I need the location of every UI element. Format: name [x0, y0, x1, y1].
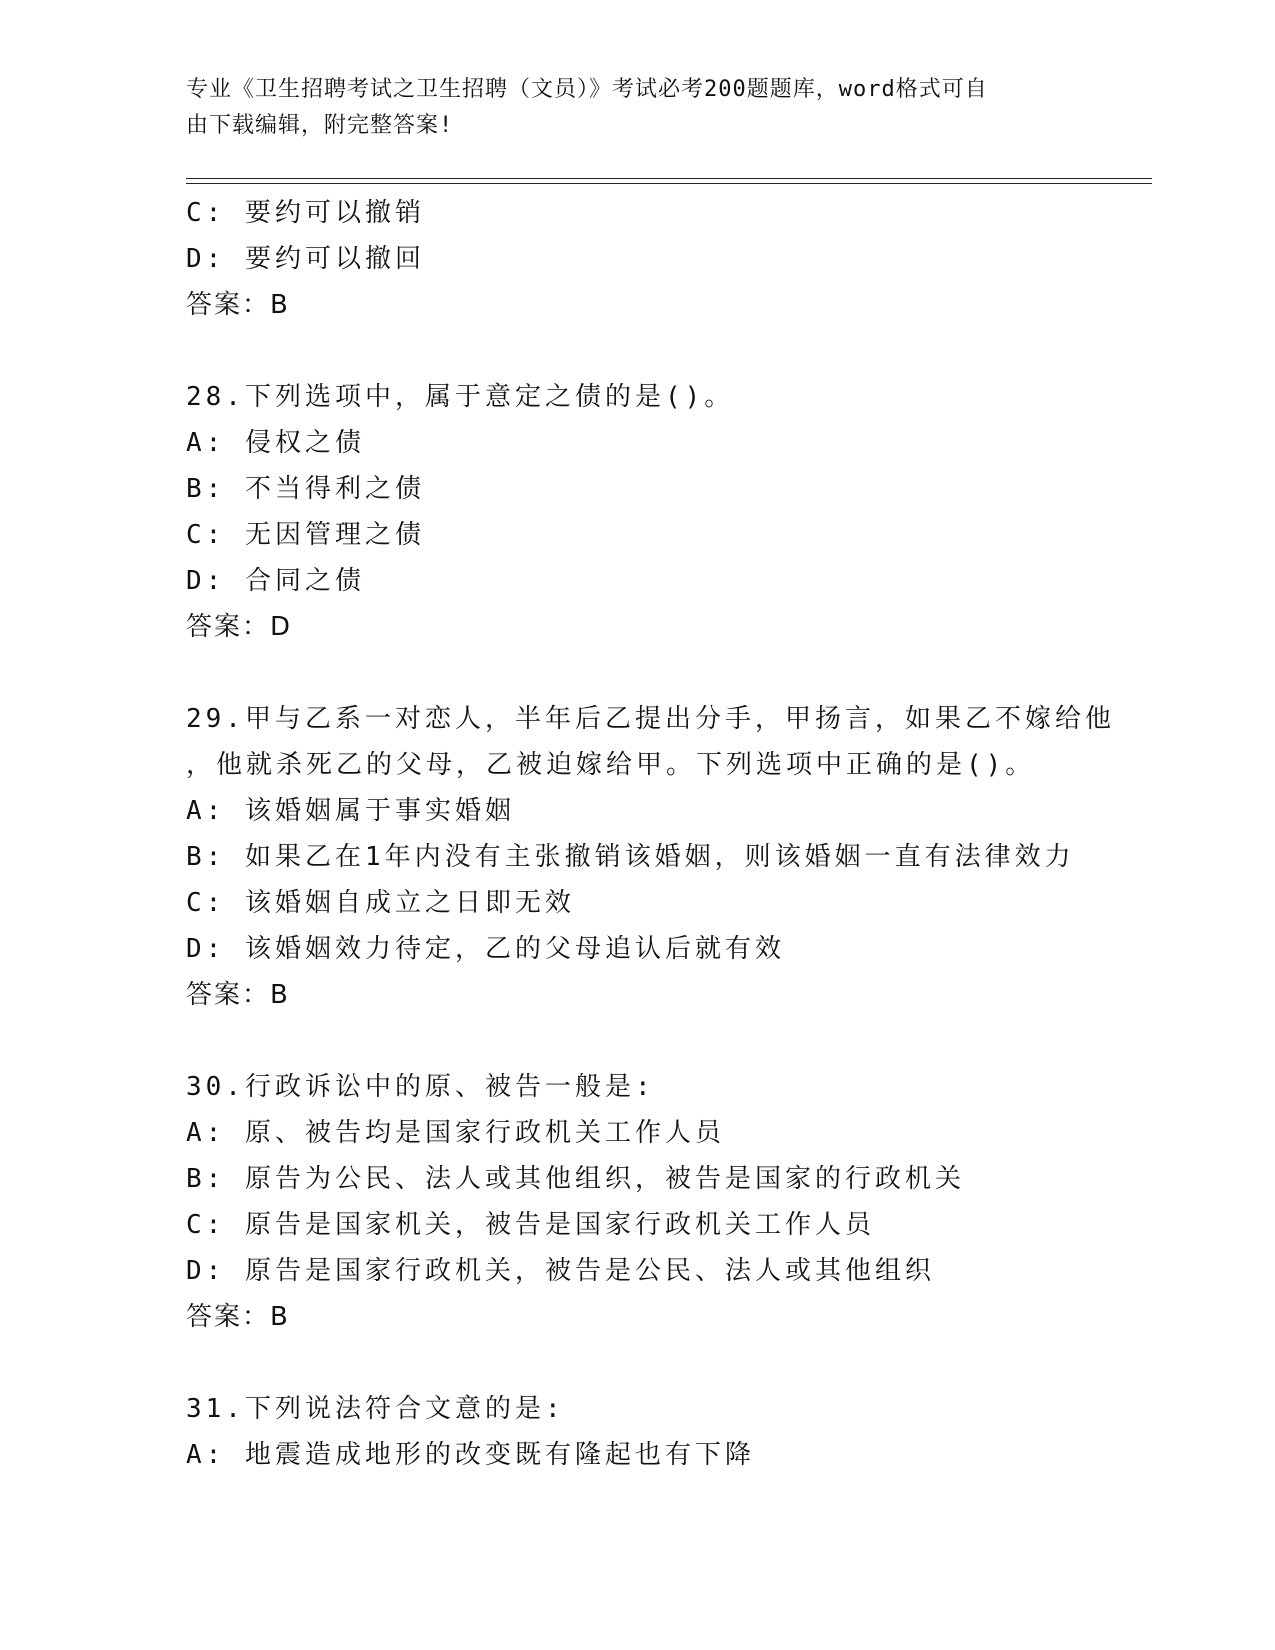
spacer: [186, 328, 1152, 374]
option-a: A: 该婚姻属于事实婚姻: [186, 796, 515, 826]
page-header: [186, 72, 1066, 144]
option-b: B: 如果乙在1年内没有主张撤销该婚姻，则该婚姻一直有法律效力: [186, 842, 1075, 872]
answer-line: 答案：D: [186, 612, 293, 642]
answer-line: 答案：B: [186, 980, 290, 1010]
spacer: [186, 1340, 1152, 1386]
answer-line: 答案：B: [186, 290, 290, 320]
option-d: D: 合同之债: [186, 566, 365, 596]
spacer: [186, 650, 1152, 696]
question-30: [186, 1064, 1152, 1340]
question-31: [186, 1386, 1152, 1478]
question-stem: 28.下列选项中，属于意定之债的是()。: [186, 382, 735, 412]
question-stem: 29.甲与乙系一对恋人，半年后乙提出分手，甲扬言，如果乙不嫁给他: [186, 704, 1115, 734]
question-stem: 31.下列说法符合文意的是:: [186, 1394, 565, 1424]
option-c: C: 原告是国家机关，被告是国家行政机关工作人员: [186, 1210, 875, 1240]
option-d: D: 该婚姻效力待定，乙的父母追认后就有效: [186, 934, 785, 964]
question-27-tail: [186, 190, 1152, 328]
option-a: A: 侵权之债: [186, 428, 365, 458]
option-b: B: 不当得利之债: [186, 474, 425, 504]
option-d: D: 原告是国家行政机关，被告是公民、法人或其他组织: [186, 1256, 935, 1286]
question-stem-continued: ，他就杀死乙的父母，乙被迫嫁给甲。下列选项中正确的是()。: [186, 750, 1036, 780]
option-a: A: 原、被告均是国家行政机关工作人员: [186, 1118, 725, 1148]
option-c: C: 无因管理之债: [186, 520, 425, 550]
header-line-2: 由下载编辑，附完整答案!: [186, 113, 454, 138]
option-a: A: 地震造成地形的改变既有隆起也有下降: [186, 1440, 755, 1470]
option-c: C: 该婚姻自成立之日即无效: [186, 888, 575, 918]
option-c: C: 要约可以撤销: [186, 198, 425, 228]
question-29: [186, 696, 1152, 1018]
header-line-1: 专业《卫生招聘考试之卫生招聘（文员）》考试必考200题题库，word格式可自: [186, 77, 988, 102]
header-rule-bottom: [186, 183, 1152, 184]
option-b: B: 原告为公民、法人或其他组织，被告是国家的行政机关: [186, 1164, 965, 1194]
question-list: [186, 190, 1152, 1478]
header-rule-top: [186, 178, 1152, 179]
option-d: D: 要约可以撤回: [186, 244, 425, 274]
answer-line: 答案：B: [186, 1302, 290, 1332]
spacer: [186, 1018, 1152, 1064]
question-stem: 30.行政诉讼中的原、被告一般是:: [186, 1072, 655, 1102]
question-28: [186, 374, 1152, 650]
